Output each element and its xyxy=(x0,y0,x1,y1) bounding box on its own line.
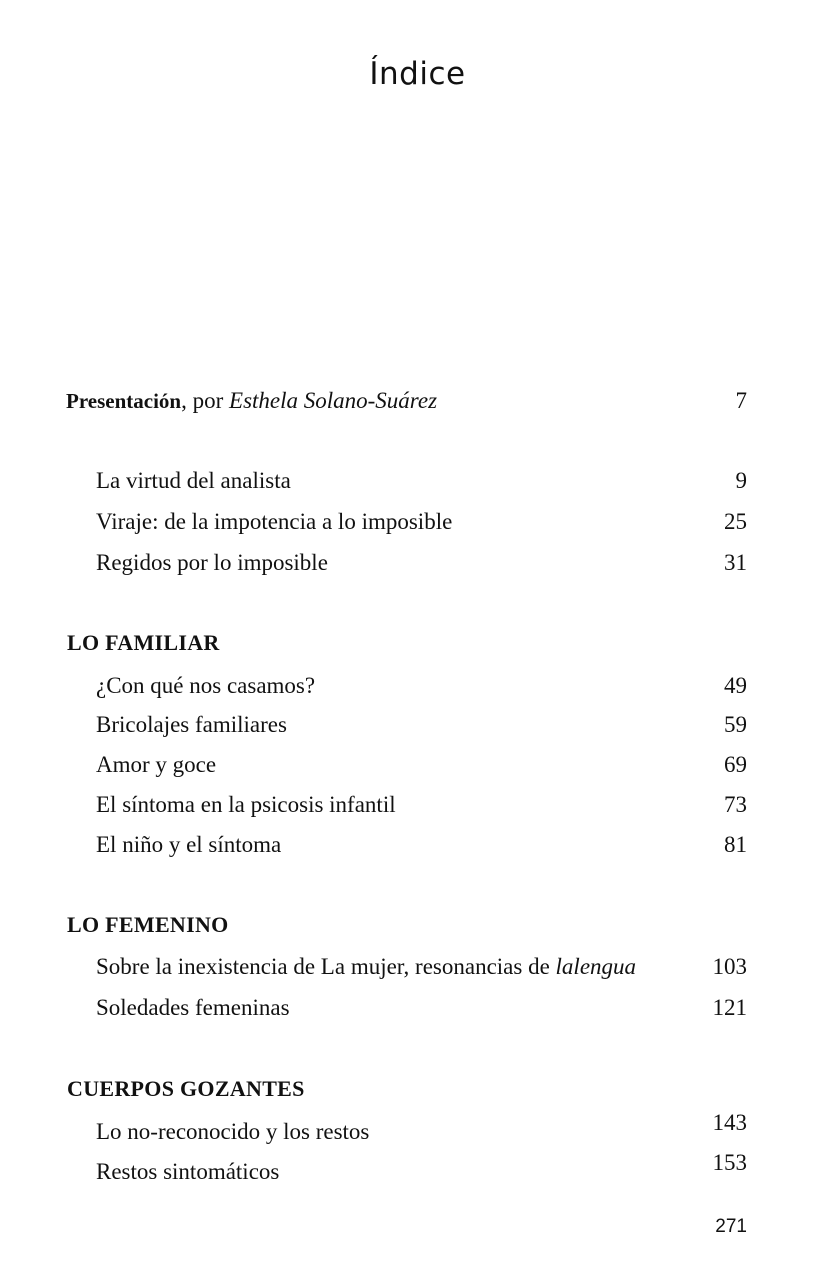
toc-entry xyxy=(96,1150,747,1187)
section-heading: LO FAMILIAR xyxy=(67,630,220,655)
toc-entry xyxy=(96,548,747,578)
toc-entry-label: Viraje: de la impotencia a lo imposible xyxy=(96,509,453,534)
toc-page-number: 73 xyxy=(724,792,747,817)
toc-page-number: 31 xyxy=(724,550,747,575)
toc-page-number: 49 xyxy=(724,673,747,698)
toc-entry xyxy=(96,671,747,701)
toc-entry xyxy=(96,750,747,780)
toc-entry-label: Bricolajes familiares xyxy=(96,712,287,737)
toc-entry xyxy=(96,830,747,860)
toc-page-number: 69 xyxy=(724,752,747,777)
presentation-label: Presentación xyxy=(66,389,182,413)
toc-page-number: 7 xyxy=(735,388,747,413)
page-number-folio: 271 xyxy=(715,1216,747,1237)
toc-entry-label: ¿Con qué nos casamos? xyxy=(96,673,316,698)
toc-entry-label: Amor y goce xyxy=(96,752,217,777)
toc-entry-label: El síntoma en la psicosis infantil xyxy=(96,792,396,817)
page-title: Índice xyxy=(369,56,466,92)
toc-page-number: 81 xyxy=(724,832,747,857)
toc-entry xyxy=(96,507,747,537)
toc-entry xyxy=(96,466,747,496)
toc-page-number: 9 xyxy=(735,468,747,493)
toc-entry-label: Soledades femeninas xyxy=(96,995,290,1020)
section-heading: LO FEMENINO xyxy=(67,912,229,937)
toc-entry-label: Regidos por lo imposible xyxy=(96,550,328,575)
toc-page-number: 59 xyxy=(724,712,747,737)
presentation-author: Esthela Solano-Suárez xyxy=(229,388,438,413)
toc-entry xyxy=(96,952,747,982)
toc-page-number: 103 xyxy=(712,954,747,979)
toc-entry-presentation xyxy=(66,386,747,416)
presentation-connector: , por xyxy=(181,388,230,413)
toc-entry-label xyxy=(96,952,636,982)
toc-entry-label: Lo no-reconocido y los restos xyxy=(96,1119,370,1144)
toc-entry-label: Restos sintomáticos xyxy=(96,1159,280,1184)
toc-entry xyxy=(96,790,747,820)
toc-page-number: 121 xyxy=(712,995,747,1020)
toc-page-number: 143 xyxy=(712,1110,747,1135)
toc-entry xyxy=(96,993,747,1023)
toc-entry-label-text: Sobre la inexistencia de La mujer, resonancias de xyxy=(96,954,556,979)
toc-page-number: 153 xyxy=(712,1150,747,1175)
toc-page-number: 25 xyxy=(724,509,747,534)
toc-entry-label: La virtud del analista xyxy=(96,468,291,493)
toc-entry-label xyxy=(66,386,437,416)
toc-entry xyxy=(96,710,747,740)
section-heading: CUERPOS GOZANTES xyxy=(67,1076,305,1101)
toc-entry-label: El niño y el síntoma xyxy=(96,832,282,857)
toc-entry-label-italic: lalengua xyxy=(555,954,637,979)
toc-entry xyxy=(96,1110,747,1147)
